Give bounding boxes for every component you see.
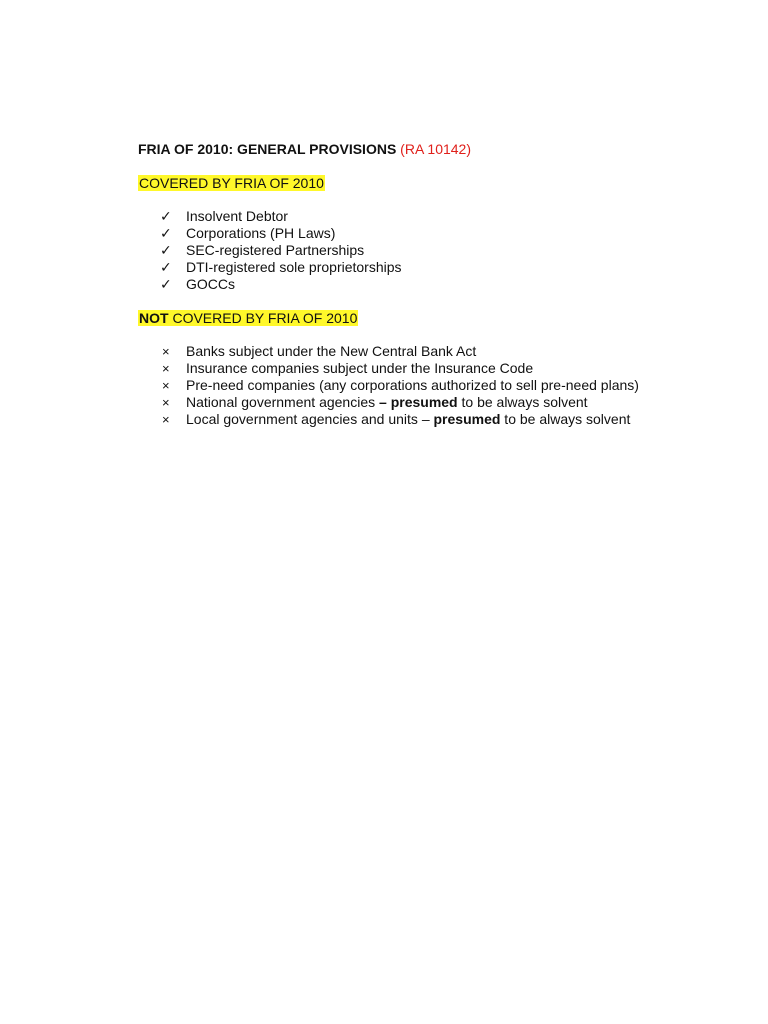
list-item	[138, 259, 698, 276]
title-main: FRIA OF 2010: GENERAL PROVISIONS	[138, 141, 401, 157]
list-item-text: Insurance companies subject under the Insurance Code	[186, 360, 534, 376]
cross-icon: ×	[162, 395, 170, 410]
checkmark-icon: ✓	[160, 259, 172, 275]
list-item	[138, 242, 698, 259]
list-item-text-post: to be always solvent	[457, 394, 588, 410]
list-item-text: SEC-registered Partnerships	[186, 242, 365, 258]
title-close-paren: )	[466, 141, 472, 157]
list-item-text: GOCCs	[186, 276, 235, 292]
cross-icon: ×	[162, 412, 170, 427]
cross-icon: ×	[162, 378, 170, 393]
checkmark-icon: ✓	[160, 225, 172, 241]
list-item	[138, 394, 698, 411]
document-page	[138, 140, 698, 428]
list-item-text-post: to be always solvent	[500, 411, 631, 427]
list-item-text: Insolvent Debtor	[186, 208, 288, 224]
title-reference: RA 10142	[404, 141, 467, 157]
list-item	[138, 360, 698, 377]
not-covered-heading-bold: NOT	[139, 310, 169, 326]
list-item-text-pre: National government agencies	[186, 394, 380, 410]
title-open-paren: (	[400, 141, 405, 157]
covered-list	[138, 208, 698, 293]
checkmark-icon: ✓	[160, 242, 172, 258]
not-covered-heading	[138, 309, 698, 327]
not-covered-heading-text	[138, 310, 358, 326]
covered-heading-text: COVERED BY FRIA OF 2010	[139, 175, 324, 191]
list-item	[138, 276, 698, 293]
list-item	[138, 377, 698, 394]
list-item-text-pre: Local government agencies and units –	[186, 411, 434, 427]
document-title	[138, 140, 698, 158]
list-item-text: Pre-need companies (any corporations authorized to sell pre-need plans)	[186, 377, 639, 393]
not-covered-heading-rest: COVERED BY FRIA OF 2010	[168, 310, 358, 326]
list-item	[138, 411, 698, 428]
list-item-text: Banks subject under the New Central Bank Act	[186, 343, 477, 359]
list-item-text: DTI-registered sole proprietorships	[186, 259, 402, 275]
list-item	[138, 343, 698, 360]
not-covered-list	[138, 343, 698, 428]
list-item	[138, 225, 698, 242]
cross-icon: ×	[162, 361, 170, 376]
covered-heading	[138, 174, 698, 192]
list-item-text-bold: – presumed	[379, 394, 458, 410]
checkmark-icon: ✓	[160, 208, 172, 224]
list-item-text-bold: presumed	[433, 411, 501, 427]
cross-icon: ×	[162, 344, 170, 359]
list-item	[138, 208, 698, 225]
checkmark-icon: ✓	[160, 276, 172, 292]
list-item-text: Corporations (PH Laws)	[186, 225, 336, 241]
